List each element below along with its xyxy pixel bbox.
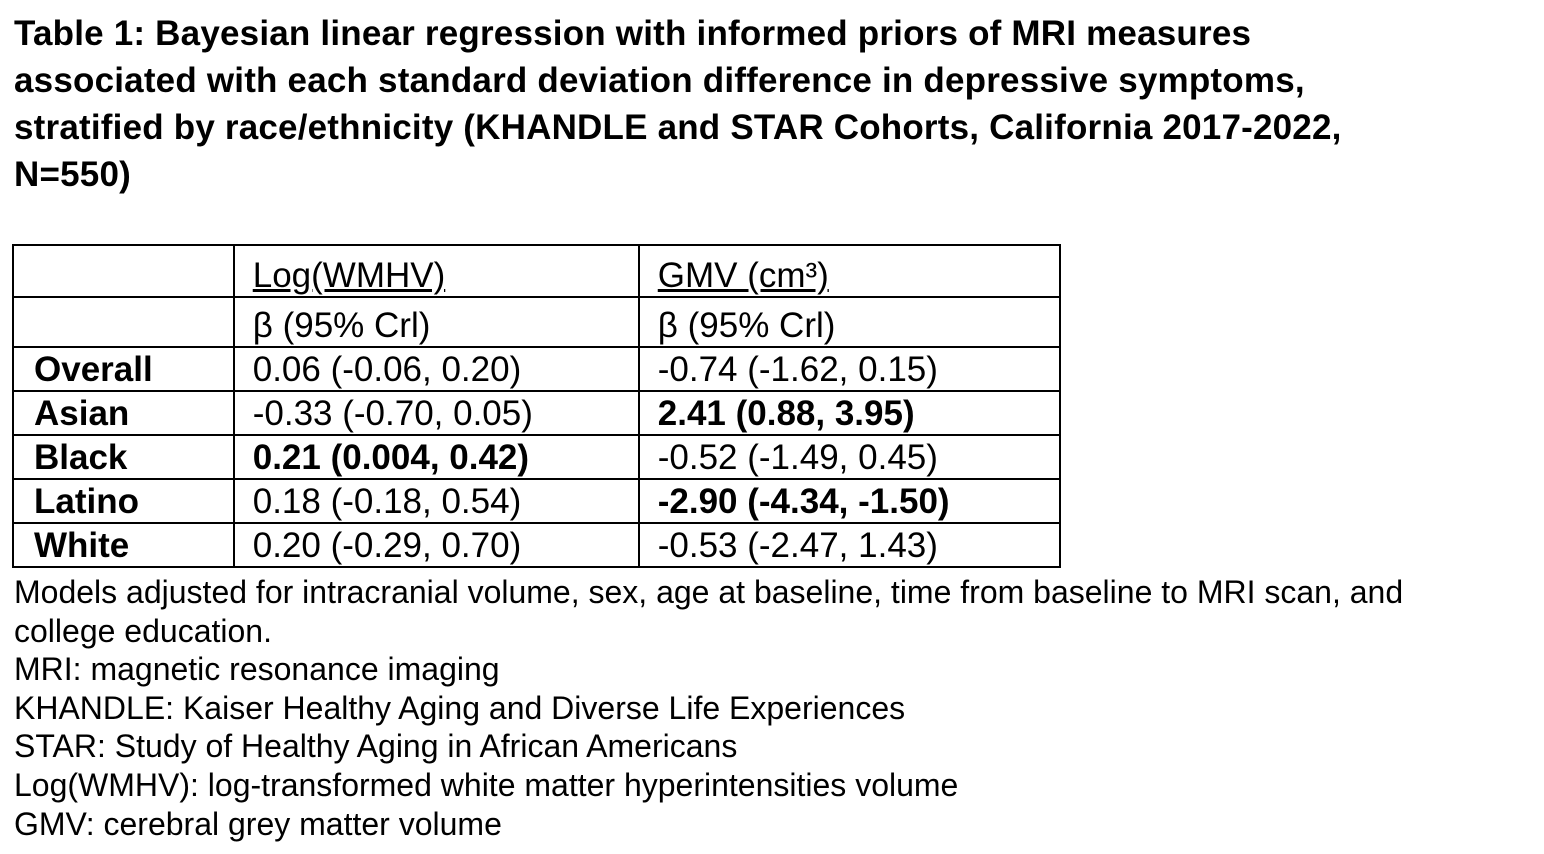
footnote-line: STAR: Study of Healthy Aging in African Americans	[14, 728, 738, 765]
row-label: Asian	[13, 391, 234, 435]
row-label: Overall	[13, 347, 234, 391]
table-row	[13, 347, 1060, 391]
subheader-cell: β (95% Crl)	[639, 297, 1060, 347]
table-cell: -2.90 (-4.34, -1.50)	[639, 479, 1060, 523]
table-footnotes	[14, 573, 1534, 843]
table-cell: 0.20 (-0.29, 0.70)	[234, 523, 639, 567]
title-line: stratified by race/ethnicity (KHANDLE and STAR Cohorts, California 2017-2022,	[14, 108, 1342, 147]
results-table	[12, 244, 1061, 568]
table-cell: 2.41 (0.88, 3.95)	[639, 391, 1060, 435]
table-subheader-row	[13, 297, 1060, 347]
table-cell: -0.52 (-1.49, 0.45)	[639, 435, 1060, 479]
row-label: Latino	[13, 479, 234, 523]
footnote-line: KHANDLE: Kaiser Healthy Aging and Diverse Life Experiences	[14, 689, 906, 726]
subheader-cell: β (95% Crl)	[234, 297, 639, 347]
column-header-label: GMV (cm³)	[657, 256, 829, 295]
table-cell: 0.06 (-0.06, 0.20)	[234, 347, 639, 391]
column-header-log-wmhv	[234, 245, 639, 297]
footnote-line: MRI: magnetic resonance imaging	[14, 651, 500, 688]
column-header-label: Log(WMHV)	[252, 256, 446, 295]
footnote-line: Log(WMHV): log-transformed white matter hyperintensities volume	[14, 766, 959, 803]
title-line: Table 1: Bayesian linear regression with informed priors of MRI measures	[14, 14, 1252, 53]
title-line: N=550)	[14, 155, 131, 194]
table-cell: -0.74 (-1.62, 0.15)	[639, 347, 1060, 391]
table-row	[13, 479, 1060, 523]
table-cell: 0.18 (-0.18, 0.54)	[234, 479, 639, 523]
table-row	[13, 523, 1060, 567]
footnote-line: college education.	[14, 612, 272, 649]
row-label: Black	[13, 435, 234, 479]
row-label: White	[13, 523, 234, 567]
header-empty-cell	[13, 245, 234, 297]
table-row	[13, 435, 1060, 479]
table-cell: -0.33 (-0.70, 0.05)	[234, 391, 639, 435]
table-header-row	[13, 245, 1060, 297]
subheader-empty-cell	[13, 297, 234, 347]
column-header-gmv	[639, 245, 1060, 297]
title-line: associated with each standard deviation difference in depressive symptoms,	[14, 61, 1305, 100]
table-cell: -0.53 (-2.47, 1.43)	[639, 523, 1060, 567]
table-title	[14, 10, 1539, 198]
footnote-line: Models adjusted for intracranial volume, sex, age at baseline, time from baseline to MRI scan, and	[14, 574, 1404, 610]
table-cell: 0.21 (0.004, 0.42)	[234, 435, 639, 479]
footnote-line: GMV: cerebral grey matter volume	[14, 805, 502, 842]
table-row	[13, 391, 1060, 435]
